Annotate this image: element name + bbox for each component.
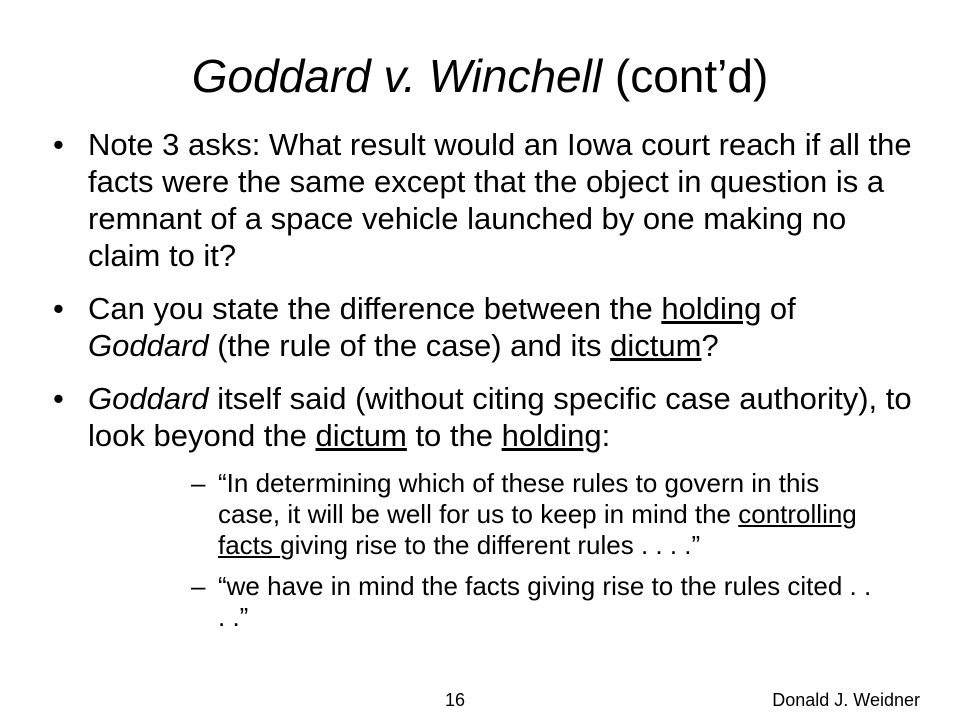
term-holding: holding xyxy=(661,291,762,326)
quote-item xyxy=(88,468,920,561)
text-run: ? xyxy=(701,328,719,363)
term-holding: holding xyxy=(501,418,602,453)
text-run: giving rise to the different rules . . . .” xyxy=(280,530,701,560)
slide-title xyxy=(0,48,960,104)
case-name: Goddard xyxy=(88,381,209,416)
page-number: 16 xyxy=(445,690,466,710)
text-run: Can you state the difference between the xyxy=(88,291,662,326)
term-controlling-facts: controlling facts xyxy=(218,499,857,560)
dash-marker: – xyxy=(191,571,206,601)
footer-author: Donald J. Weidner xyxy=(772,690,920,710)
term-dictum: dictum xyxy=(315,418,407,453)
text-run: (the rule of the case) and its xyxy=(208,328,611,363)
quote-item xyxy=(88,571,920,633)
bullet-list xyxy=(0,126,960,633)
quote-list xyxy=(88,468,920,633)
bullet-holding-dictum xyxy=(0,290,960,364)
text-run: of xyxy=(761,291,796,326)
case-name: Goddard v. Winchell xyxy=(191,50,603,102)
quote-text: “we have in mind the facts giving rise to the rules cited . . . .” xyxy=(218,571,872,632)
text-run: “In determining which of these rules to govern in this case, it will be well for us to keep in mind the xyxy=(218,468,820,529)
text-run: : xyxy=(601,418,611,453)
bullet-note-3 xyxy=(0,126,960,274)
bullet-text: Note 3 asks: What result would an Iowa court reach if all the facts were the same except that the object in question is a remnant of a space vehicle launched by one making no claim to it? xyxy=(88,127,912,273)
bullet-goddard-itself xyxy=(0,380,960,633)
title-suffix: (cont’d) xyxy=(602,50,769,102)
bullet-dot: • xyxy=(53,291,64,326)
term-dictum: dictum xyxy=(610,328,702,363)
bullet-dot: • xyxy=(53,127,64,162)
text-run: itself said (without citing specific case authority), to look beyond the xyxy=(88,381,912,453)
case-name: Goddard xyxy=(88,328,209,363)
text-run: to the xyxy=(406,418,502,453)
dash-marker: – xyxy=(191,468,206,498)
bullet-dot: • xyxy=(53,381,64,416)
